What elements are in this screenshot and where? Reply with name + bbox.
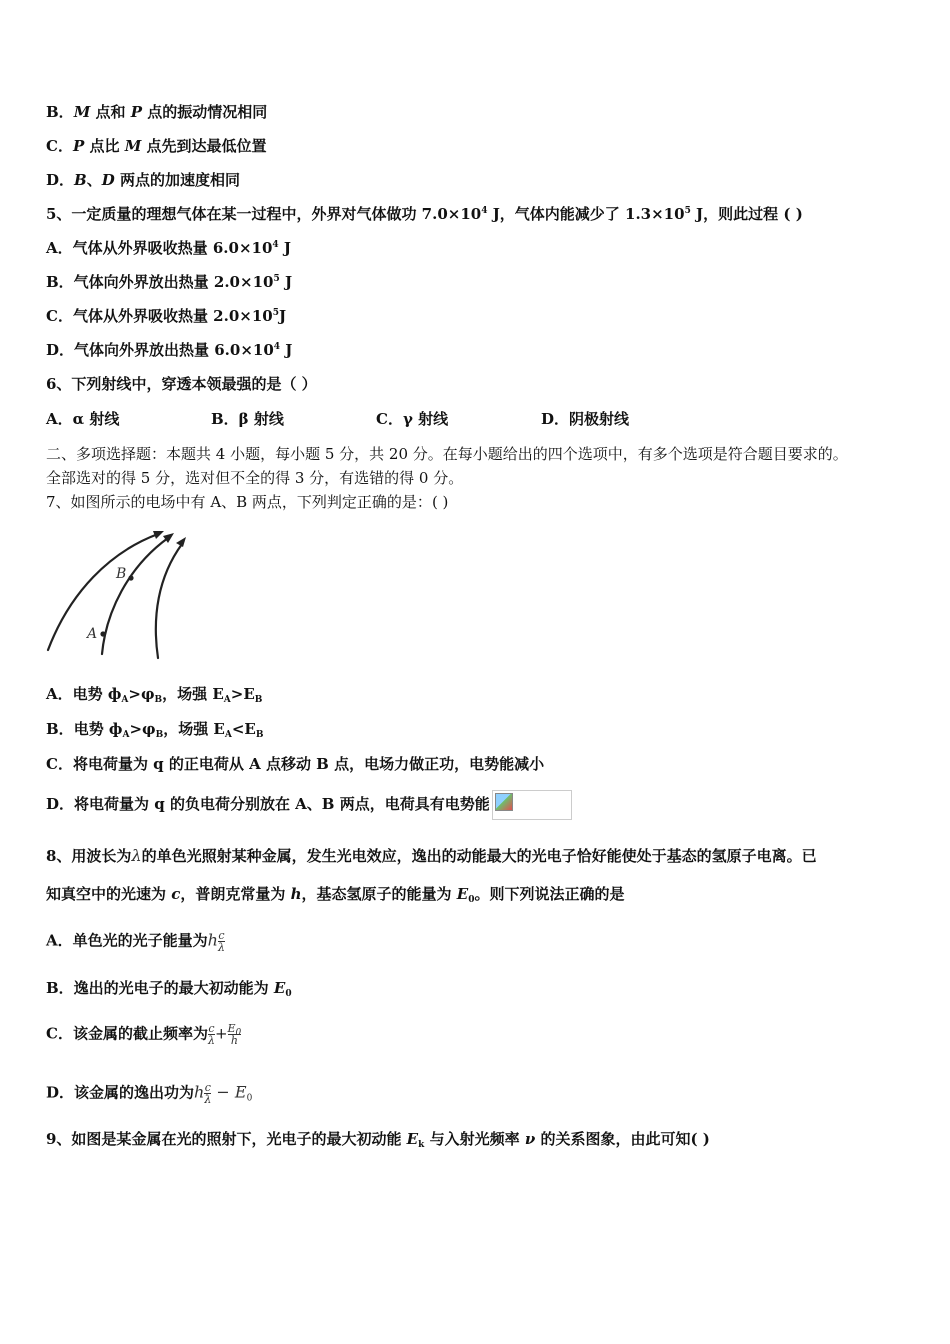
q7-option-d: D．将电荷量为 q 的负电荷分别放在 A、B 两点，电荷具有电势能 [46, 790, 572, 820]
arrow-head-3 [176, 537, 186, 547]
q6-option-b: B．β 射线 [211, 410, 284, 428]
fraction-c-over-lambda: $\frac{c}{\lambda}$ [204, 1081, 212, 1106]
q4-option-d: D．B、D 两点的加速度相同 [46, 171, 240, 189]
q7-option-b: B．电势 $ф_A>\varphi_B$，场强 $E_A<E_B$ [46, 720, 264, 740]
q7-option-c: C．将电荷量为 q 的正电荷从 A 点移动 B 点，电场力做正功，电势能减小 [46, 755, 545, 773]
q7-option-a: A．电势 $ф_A>\varphi_B$，场强 $E_A>E_B$ [46, 685, 263, 705]
fraction-e0-over-h: $\frac{E_0}{h}$ [227, 1022, 242, 1047]
fraction-c-over-lambda: $\frac{c}{\lambda}$ [217, 929, 225, 954]
q6-option-d: D．阴极射线 [541, 410, 630, 428]
q5-option-d: D．气体向外界放出热量 $6.0\times 10^4$ J [46, 341, 293, 359]
section2-heading-line2: 全部选对的得 5 分，选对但不全的得 3 分，有选错的得 0 分。 [46, 469, 464, 487]
q8-option-c: C．该金属的截止频率为$\frac{c}{\lambda}$ $+\frac{E_0}{h}$ [46, 1022, 242, 1047]
q8-stem-line2: 知真空中的光速为 c，普朗克常量为 h，基态氢原子的能量为 $E_0$。则下列说法正确的是 [46, 885, 625, 905]
section2-heading-line1: 二、多项选择题：本题共 4 小题，每小题 5 分，共 20 分。在每小题给出的四个选项中，有多个选项是符合题目要求的。 [46, 445, 848, 463]
q8-stem-line1: 8、用波长为λ的单色光照射某种金属，发生光电效应，逸出的动能最大的光电子恰好能使处于基态的氢原子电离。已 [46, 846, 817, 865]
q8-option-b: B．逸出的光电子的最大初动能为 $E_0$ [46, 979, 292, 999]
q5-option-c: C．气体从外界吸收热量 $2.0\times 10^5J$ [46, 307, 287, 325]
q5-option-b: B．气体向外界放出热量 $2.0\times 10^5$ J [46, 273, 293, 291]
q4-option-b: B．M 点和 P 点的振动情况相同 [46, 103, 268, 121]
field-line-3 [156, 544, 182, 658]
arrow-head-1 [153, 531, 164, 539]
electric-field-figure [40, 522, 200, 664]
point-a [100, 631, 105, 636]
fraction-c-over-lambda: $\frac{c}{\lambda}$ [207, 1022, 215, 1047]
q8-option-d: D．该金属的逸出功为$h\frac{c}{\lambda}$ − $E_0$ [46, 1081, 253, 1106]
label-b: B [116, 566, 127, 582]
q6-stem: 6、下列射线中，穿透本领最强的是（ ） [46, 375, 317, 393]
q4-option-c: C．P 点比 M 点先到达最低位置 [46, 137, 267, 155]
label-a: A [87, 626, 98, 642]
point-b [128, 575, 133, 580]
q7-stem: 7、如图所示的电场中有 A、B 两点，下列判定正确的是：( ) [46, 493, 449, 511]
q6-option-c: C．γ 射线 [376, 410, 449, 428]
broken-image-icon [492, 790, 572, 820]
q9-stem: 9、如图是某金属在光的照射下，光电子的最大初动能 $E_k$ 与入射光频率 ν 的关系图象，由此可知( ) [46, 1130, 710, 1150]
q8-option-a: A．单色光的光子能量为$h\frac{c}{\lambda}$ [46, 929, 225, 954]
q6-option-a: A．α 射线 [46, 410, 120, 428]
q5-option-a: A．气体从外界吸收热量 $6.0\times 10^4$ J [46, 239, 291, 257]
q5-stem: 5、一定质量的理想气体在某一过程中，外界对气体做功 $7.0\times 10^4$ J，气体内能减少了 $1.3\times 10^5$ J，则此过程 ( ) [46, 205, 803, 223]
